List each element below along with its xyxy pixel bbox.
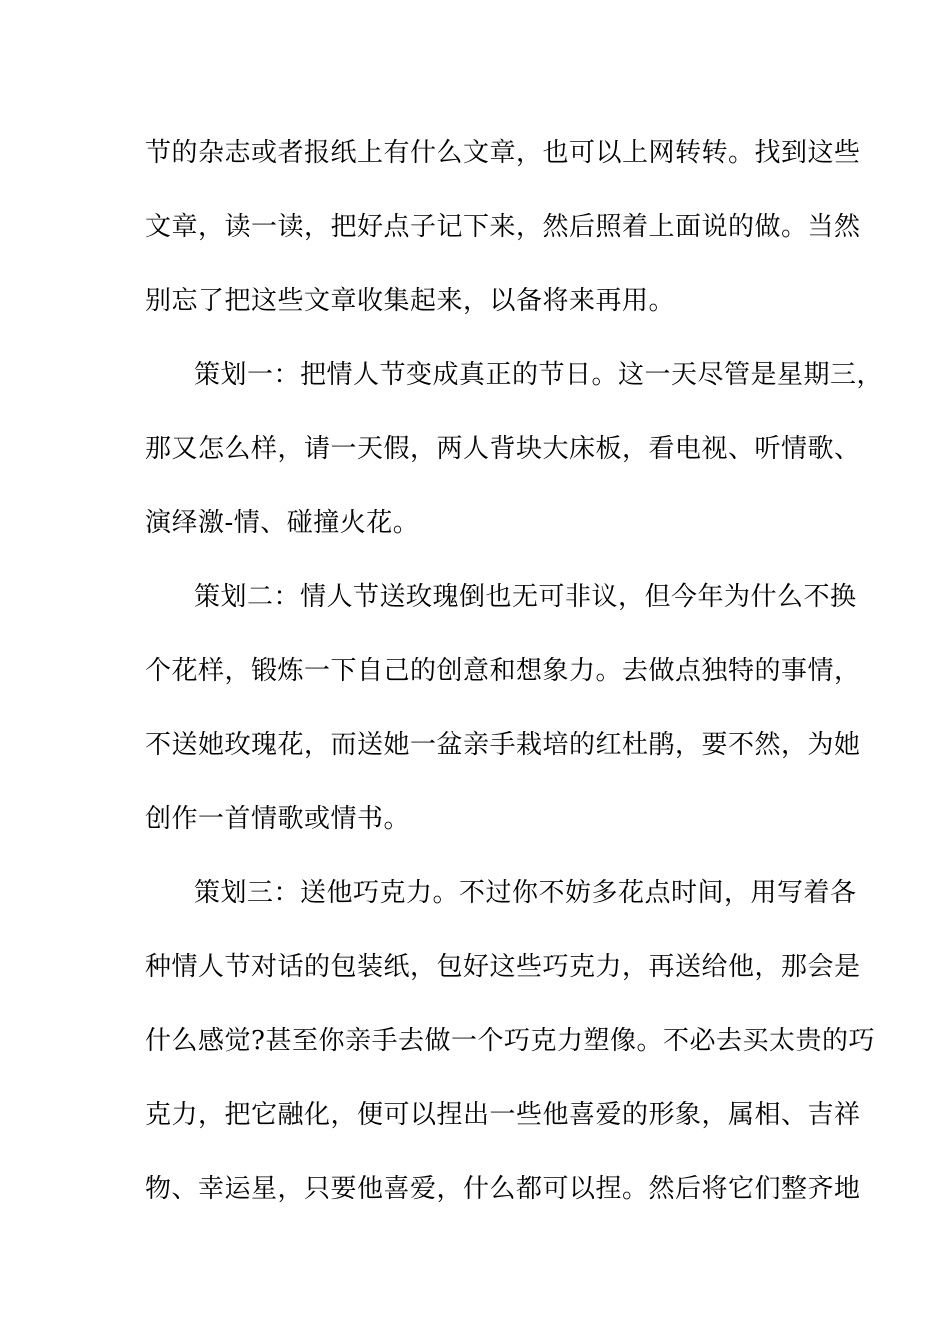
text-line: 文章，读一读，把好点子记下来，然后照着上面说的做。当然 bbox=[145, 212, 861, 242]
text-line: 什么感觉?甚至你亲手去做一个巧克力塑像。不必去买太贵的巧 bbox=[145, 1026, 875, 1056]
text-line: 个花样，锻炼一下自己的创意和想象力。去做点独特的事情， bbox=[145, 656, 861, 686]
text-line: 创作一首情歌或情书。 bbox=[145, 804, 411, 834]
paragraph-start-line: 策划一：把情人节变成真正的节日。这一天尽管是星期三， bbox=[194, 360, 884, 390]
text-line: 克力，把它融化，便可以捏出一些他喜爱的形象，属相、吉祥 bbox=[145, 1100, 861, 1130]
text-line: 种情人节对话的包装纸，包好这些巧克力，再送给他，那会是 bbox=[145, 952, 861, 982]
paragraph-start-line: 策划二：情人节送玫瑰倒也无可非议，但今年为什么不换 bbox=[194, 582, 857, 612]
text-line: 别忘了把这些文章收集起来，以备将来再用。 bbox=[145, 286, 676, 316]
text-line: 不送她玫瑰花，而送她一盆亲手栽培的红杜鹃，要不然，为她 bbox=[145, 730, 861, 760]
paragraph-start-line: 策划三：送他巧克力。不过你不妨多花点时间，用写着各 bbox=[194, 878, 857, 908]
text-line: 节的杂志或者报纸上有什么文章，也可以上网转转。找到这些 bbox=[145, 138, 861, 168]
text-line: 演绎激-情、碰撞火花。 bbox=[145, 508, 420, 538]
text-line: 物、幸运星，只要他喜爱，什么都可以捏。然后将它们整齐地 bbox=[145, 1174, 861, 1204]
text-line: 那又怎么样，请一天假，两人背块大床板，看电视、听情歌、 bbox=[145, 434, 861, 464]
